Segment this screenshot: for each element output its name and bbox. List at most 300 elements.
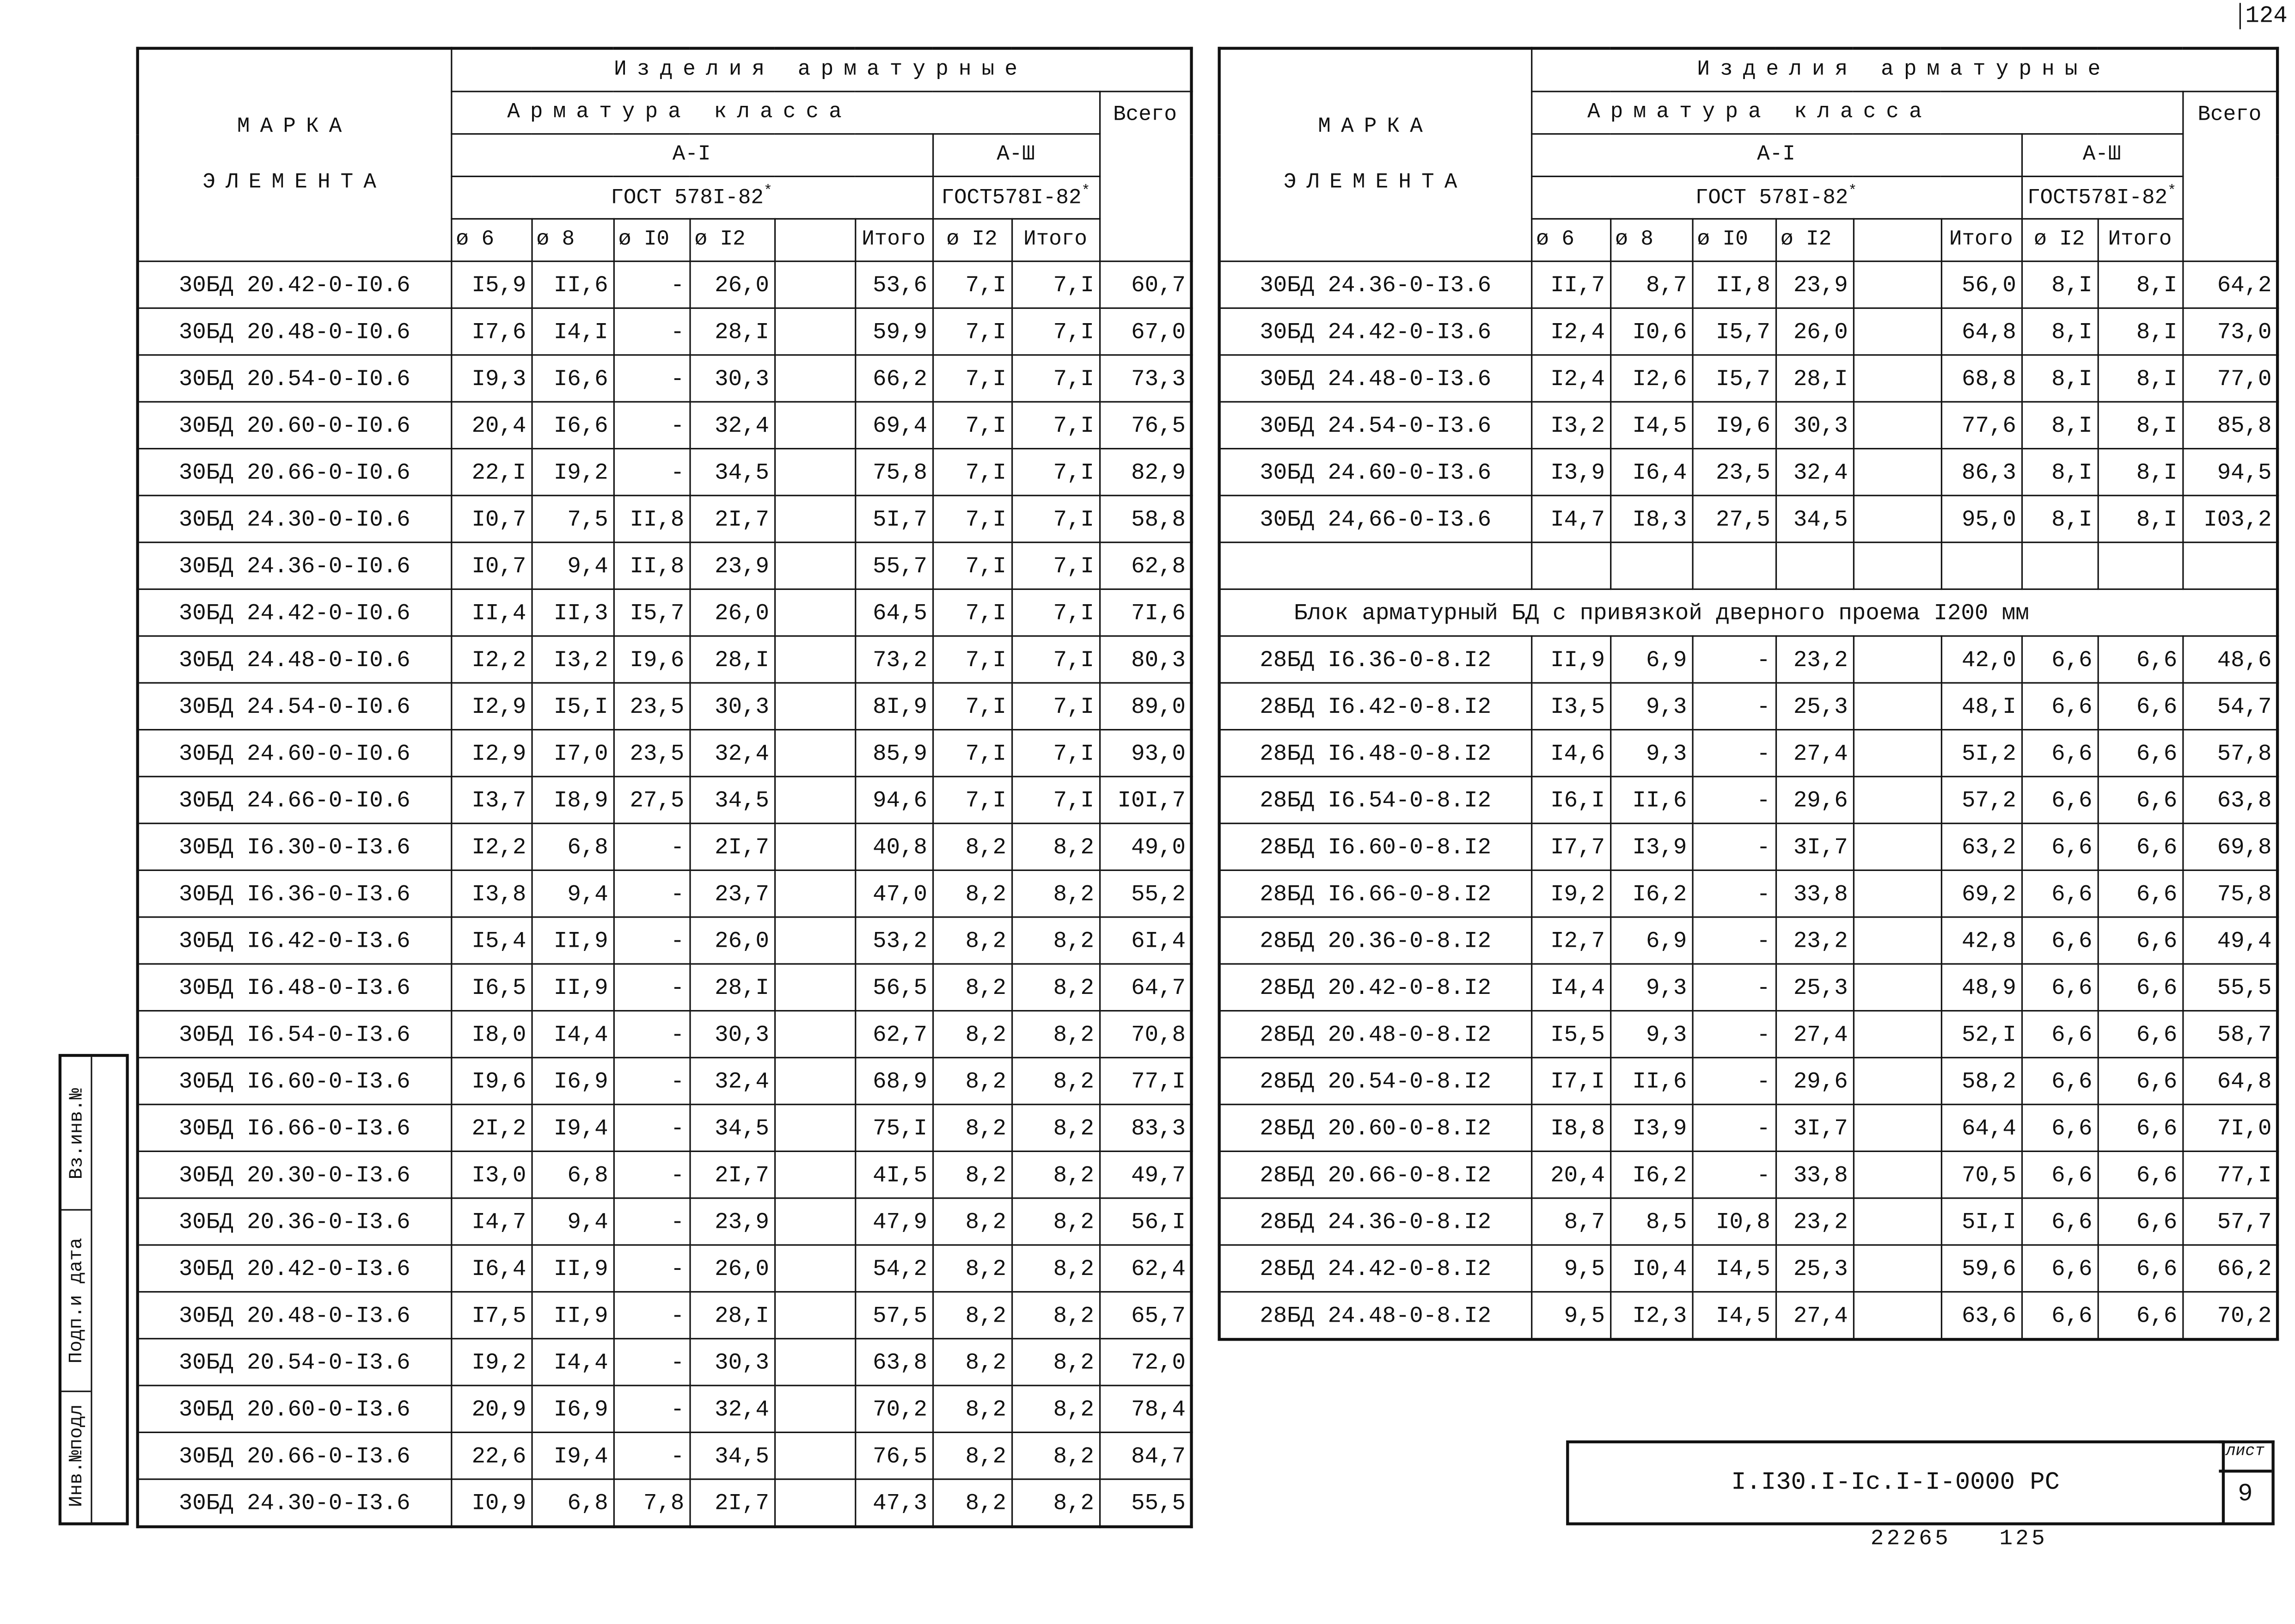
value-cell: I9,6	[1692, 402, 1775, 448]
value-cell: 68,8	[1941, 355, 2021, 402]
value-cell: II,4	[451, 589, 531, 636]
value-cell: 9,5	[1531, 1292, 1610, 1339]
value-cell: 77,0	[2182, 355, 2277, 402]
value-cell: 8,I	[2098, 355, 2183, 402]
value-cell	[774, 870, 855, 917]
value-cell: -	[613, 1245, 690, 1292]
value-cell	[774, 1058, 855, 1104]
element-mark: 30БД 20.60-0-I0.6	[138, 402, 451, 448]
value-cell: 5I,I	[1941, 1198, 2021, 1245]
value-cell: 9,4	[531, 542, 613, 589]
value-cell: 7,I	[1011, 589, 1099, 636]
products-header: Изделия арматурные	[451, 48, 1191, 91]
value-cell: -	[1692, 1011, 1775, 1057]
value-cell	[1853, 917, 1941, 964]
table-row	[138, 1151, 1192, 1198]
element-mark: 28БД 20.36-0-8.I2	[1219, 917, 1531, 964]
value-cell	[2182, 542, 2277, 589]
value-cell: 7,I	[932, 683, 1011, 729]
approval-stamp	[59, 1054, 129, 1526]
value-cell: 54,7	[2182, 683, 2277, 729]
value-cell: 6,6	[2098, 636, 2183, 683]
value-cell: 75,I	[855, 1104, 932, 1151]
value-cell: 6,6	[2098, 917, 2183, 964]
value-cell: 6,6	[2021, 636, 2098, 683]
element-mark: 28БД 20.66-0-8.I2	[1219, 1151, 1531, 1198]
element-mark: 30БД I6.36-0-I3.6	[138, 870, 451, 917]
value-cell: I7,7	[1531, 823, 1610, 870]
value-cell: -	[613, 1104, 690, 1151]
value-cell: 2I,2	[451, 1104, 531, 1151]
value-cell: 6,6	[2021, 683, 2098, 729]
value-cell: 73,2	[855, 636, 932, 683]
value-cell: 77,I	[1099, 1058, 1192, 1104]
value-cell: 32,4	[689, 730, 774, 777]
value-cell	[1853, 261, 1941, 308]
value-cell: I2,4	[1531, 355, 1610, 402]
value-cell: 30,3	[689, 1339, 774, 1385]
value-cell: 8,7	[1531, 1198, 1610, 1245]
value-cell: 70,2	[2182, 1292, 2277, 1339]
value-cell: 8,2	[932, 1479, 1011, 1527]
value-cell: I9,2	[531, 449, 613, 496]
value-cell: -	[1692, 636, 1775, 683]
value-cell: I6,2	[1610, 1151, 1692, 1198]
value-cell: 52,I	[1941, 1011, 2021, 1057]
value-cell: 8,2	[1011, 870, 1099, 917]
value-cell: 8,2	[1011, 1198, 1099, 1245]
value-cell: 2I,7	[689, 496, 774, 542]
class-a3-header: А-Ш	[2021, 134, 2182, 177]
value-cell: 8,I	[2021, 308, 2098, 355]
value-cell: 6,6	[2098, 730, 2183, 777]
value-cell	[774, 449, 855, 496]
value-cell: 82,9	[1099, 449, 1192, 496]
table-row	[1219, 449, 2277, 496]
element-mark: 30БД 20.66-0-I3.6	[138, 1432, 451, 1479]
table-row	[138, 636, 1192, 683]
value-cell: -	[613, 449, 690, 496]
value-cell: 32,4	[689, 1385, 774, 1432]
value-cell: 8,2	[1011, 917, 1099, 964]
value-cell: 8,2	[1011, 1058, 1099, 1104]
value-cell: 64,7	[1099, 964, 1192, 1011]
value-cell: 55,5	[1099, 1479, 1192, 1527]
table-row	[138, 1011, 1192, 1057]
value-cell	[1853, 777, 1941, 823]
value-cell: I9,6	[613, 636, 690, 683]
value-cell: I3,9	[1610, 823, 1692, 870]
table-row	[138, 308, 1192, 355]
value-cell: 94,6	[855, 777, 932, 823]
value-cell: 48,I	[1941, 683, 2021, 729]
mark-line-1: МАРКА	[1318, 116, 1433, 139]
gost-mark: *	[2167, 184, 2177, 201]
value-cell	[774, 1385, 855, 1432]
value-cell: 42,8	[1941, 917, 2021, 964]
element-mark: 30БД 24.42-0-I0.6	[138, 589, 451, 636]
value-cell: 25,3	[1775, 683, 1853, 729]
value-cell: II,7	[1531, 261, 1610, 308]
value-cell	[1531, 542, 1610, 589]
value-cell: I3,0	[451, 1151, 531, 1198]
element-mark: 30БД 24.30-0-I0.6	[138, 496, 451, 542]
right-rebar-table	[1218, 47, 2279, 1341]
value-cell: 7,I	[1011, 261, 1099, 308]
value-cell: I4,7	[1531, 496, 1610, 542]
element-mark: 30БД 20.42-0-I0.6	[138, 261, 451, 308]
value-cell: 7,I	[1011, 730, 1099, 777]
value-cell: 58,2	[1941, 1058, 2021, 1104]
column-header	[1853, 219, 1941, 261]
element-mark: 30БД I6.48-0-I3.6	[138, 964, 451, 1011]
value-cell: 27,4	[1775, 1011, 1853, 1057]
value-cell: 8,2	[932, 1432, 1011, 1479]
value-cell: 2I,7	[689, 1151, 774, 1198]
value-cell: 28,I	[689, 636, 774, 683]
value-cell: 7,I	[932, 777, 1011, 823]
element-mark: 28БД 24.48-0-8.I2	[1219, 1292, 1531, 1339]
gost-mark: *	[763, 184, 773, 201]
value-cell: 7,I	[1011, 449, 1099, 496]
value-cell: I9,4	[531, 1104, 613, 1151]
table-row	[138, 449, 1192, 496]
value-cell: 47,0	[855, 870, 932, 917]
value-cell: 22,6	[451, 1432, 531, 1479]
gost-a3-header: ГОСТ578I-82*	[2021, 177, 2182, 219]
value-cell: -	[613, 823, 690, 870]
value-cell: II,8	[613, 542, 690, 589]
value-cell: I0,4	[1610, 1245, 1692, 1292]
table-row	[138, 355, 1192, 402]
value-cell: 6,6	[2021, 1245, 2098, 1292]
value-cell: 56,0	[1941, 261, 2021, 308]
value-cell: 9,4	[531, 1198, 613, 1245]
value-cell	[1853, 683, 1941, 729]
table-row	[138, 1385, 1192, 1432]
element-mark: 30БД 20.54-0-I0.6	[138, 355, 451, 402]
value-cell: 57,5	[855, 1292, 932, 1338]
value-cell: 8,I	[2098, 496, 2183, 542]
page-number: 124	[2240, 3, 2288, 29]
rebar-class-header: Арматура класса	[451, 92, 1099, 134]
value-cell: 7,I	[932, 730, 1011, 777]
element-mark: 30БД 24.48-0-I3.6	[1219, 355, 1531, 402]
value-cell: 5I,7	[855, 496, 932, 542]
column-header: ø I0	[613, 219, 690, 261]
value-cell: I4,4	[1531, 964, 1610, 1011]
value-cell: 6,6	[2021, 777, 2098, 823]
value-cell: 40,8	[855, 823, 932, 870]
table-row	[1219, 542, 2277, 589]
value-cell: 6,6	[2098, 1058, 2183, 1104]
value-cell: 49,7	[1099, 1151, 1192, 1198]
value-cell: 33,8	[1775, 1151, 1853, 1198]
value-cell: II,9	[1531, 636, 1610, 683]
value-cell: 53,2	[855, 917, 932, 964]
archive-number: 22265 125	[1870, 1526, 2048, 1552]
table-row	[138, 870, 1192, 917]
value-cell: II,3	[531, 589, 613, 636]
value-cell: 3I,7	[1775, 823, 1853, 870]
gost-mark: *	[1848, 184, 1857, 201]
value-cell: 7,I	[932, 589, 1011, 636]
value-cell: 57,8	[2182, 730, 2277, 777]
value-cell: -	[1692, 730, 1775, 777]
value-cell: 7,I	[932, 261, 1011, 308]
value-cell: 53,6	[855, 261, 932, 308]
value-cell: 77,6	[1941, 402, 2021, 448]
value-cell: I9,4	[531, 1432, 613, 1479]
element-mark: 30БД 20.48-0-I3.6	[138, 1292, 451, 1338]
table-row	[1219, 1104, 2277, 1151]
value-cell: I4,5	[1610, 402, 1692, 448]
value-cell: 26,0	[689, 261, 774, 308]
value-cell: 65,7	[1099, 1292, 1192, 1338]
section-title: Блок арматурный БД с привязкой дверного проема I200 мм	[1219, 589, 2277, 636]
mark-line-1: МАРКА	[237, 116, 352, 139]
title-block	[1566, 1440, 2225, 1526]
value-cell: 7,8	[613, 1479, 690, 1527]
value-cell: I5,5	[1531, 1011, 1610, 1057]
value-cell: II,8	[1692, 261, 1775, 308]
element-mark: 28БД 24.42-0-8.I2	[1219, 1245, 1531, 1292]
value-cell: I8,0	[451, 1011, 531, 1057]
value-cell: 8,2	[1011, 1011, 1099, 1057]
value-cell	[1853, 1151, 1941, 1198]
table-row	[138, 1104, 1192, 1151]
value-cell: I0,9	[451, 1479, 531, 1527]
value-cell: 55,7	[855, 542, 932, 589]
value-cell	[1853, 636, 1941, 683]
value-cell: 26,0	[689, 589, 774, 636]
value-cell: I3,5	[1531, 683, 1610, 729]
value-cell: 20,9	[451, 1385, 531, 1432]
value-cell: I4,I	[531, 308, 613, 355]
value-cell: 64,2	[2182, 261, 2277, 308]
table-row	[1219, 308, 2277, 355]
value-cell: 29,6	[1775, 777, 1853, 823]
value-cell: 6,6	[2021, 1151, 2098, 1198]
value-cell: 22,I	[451, 449, 531, 496]
value-cell: 85,8	[2182, 402, 2277, 448]
value-cell: -	[613, 402, 690, 448]
value-cell: I5,I	[531, 683, 613, 729]
value-cell: 9,3	[1610, 683, 1692, 729]
value-cell: 89,0	[1099, 683, 1192, 729]
value-cell: 4I,5	[855, 1151, 932, 1198]
value-cell: 58,7	[2182, 1011, 2277, 1057]
document-code: I.I30.I-Ic.I-I-0000 PC	[1731, 1469, 2060, 1497]
value-cell: 69,8	[2182, 823, 2277, 870]
value-cell: 59,6	[1941, 1245, 2021, 1292]
value-cell: 25,3	[1775, 964, 1853, 1011]
value-cell: 8,2	[1011, 1104, 1099, 1151]
value-cell	[2021, 542, 2098, 589]
value-cell: I6,2	[1610, 870, 1692, 917]
value-cell	[774, 496, 855, 542]
value-cell: 28,I	[1775, 355, 1853, 402]
stamp-field-replacement-inv: Вз.инв.№	[65, 1087, 87, 1179]
value-cell: 9,5	[1531, 1245, 1610, 1292]
value-cell: 85,9	[855, 730, 932, 777]
class-a1-header: А-I	[451, 134, 932, 177]
table-row	[138, 1198, 1192, 1245]
value-cell: 8,I	[2021, 496, 2098, 542]
value-cell: 6,6	[2021, 1058, 2098, 1104]
value-cell: 23,7	[689, 870, 774, 917]
value-cell: I9,2	[451, 1339, 531, 1385]
value-cell: 8,2	[932, 1011, 1011, 1057]
value-cell: 32,4	[1775, 449, 1853, 496]
value-cell: I8,8	[1531, 1104, 1610, 1151]
column-header	[774, 219, 855, 261]
class-a1-header: А-I	[1531, 134, 2021, 177]
value-cell: II,6	[531, 261, 613, 308]
value-cell: -	[613, 1058, 690, 1104]
value-cell: 6,6	[2021, 1198, 2098, 1245]
value-cell: 28,I	[689, 308, 774, 355]
value-cell: I4,4	[531, 1011, 613, 1057]
value-cell	[774, 589, 855, 636]
value-cell	[774, 402, 855, 448]
value-cell: II,9	[531, 1245, 613, 1292]
table-row	[1219, 1292, 2277, 1339]
value-cell: I3,8	[451, 870, 531, 917]
sheet-box	[2219, 1440, 2274, 1526]
value-cell: I3,9	[1531, 449, 1610, 496]
value-cell: 6,6	[2021, 964, 2098, 1011]
class-a3-header: А-Ш	[932, 134, 1099, 177]
value-cell: 6,6	[2098, 1151, 2183, 1198]
element-mark: 30БД 20.60-0-I3.6	[138, 1385, 451, 1432]
value-cell: I6,5	[451, 964, 531, 1011]
value-cell: 63,8	[855, 1339, 932, 1385]
value-cell: -	[1692, 1104, 1775, 1151]
column-header: Итого	[1941, 219, 2021, 261]
gost-a1-header: ГОСТ 578I-82*	[1531, 177, 2021, 219]
value-cell: I5,7	[613, 589, 690, 636]
value-cell	[1610, 542, 1692, 589]
value-cell: I0,6	[1610, 308, 1692, 355]
value-cell: 7I,0	[2182, 1104, 2277, 1151]
value-cell: 6,6	[2021, 823, 2098, 870]
column-header: ø I2	[689, 219, 774, 261]
mark-line-2: ЭЛЕМЕНТА	[202, 171, 387, 195]
value-cell: 8,2	[932, 1104, 1011, 1151]
table-row	[1219, 1198, 2277, 1245]
column-header: Итого	[1011, 219, 1099, 261]
value-cell: 8,2	[932, 1385, 1011, 1432]
value-cell: -	[1692, 777, 1775, 823]
table-row	[138, 1245, 1192, 1292]
value-cell: I4,5	[1692, 1292, 1775, 1339]
value-cell: I2,7	[1531, 917, 1610, 964]
value-cell: I0,7	[451, 542, 531, 589]
value-cell: 29,6	[1775, 1058, 1853, 1104]
value-cell: I2,9	[451, 730, 531, 777]
table-row	[138, 496, 1192, 542]
section-row	[1219, 589, 2277, 636]
value-cell: 8,2	[1011, 964, 1099, 1011]
element-mark: 28БД 20.42-0-8.I2	[1219, 964, 1531, 1011]
value-cell: 23,5	[613, 683, 690, 729]
value-cell: I9,3	[451, 355, 531, 402]
value-cell: 9,3	[1610, 1011, 1692, 1057]
value-cell: I7,6	[451, 308, 531, 355]
value-cell: 6,6	[2021, 870, 2098, 917]
value-cell: 8,5	[1610, 1198, 1692, 1245]
value-cell	[774, 1011, 855, 1057]
left-rebar-table	[136, 47, 1193, 1528]
value-cell: 23,9	[1775, 261, 1853, 308]
value-cell: 93,0	[1099, 730, 1192, 777]
element-mark: 30БД I6.30-0-I3.6	[138, 823, 451, 870]
table-row	[1219, 261, 2277, 308]
value-cell	[1853, 1058, 1941, 1104]
mark-line-2: ЭЛЕМЕНТА	[1283, 171, 1468, 195]
value-cell: -	[1692, 683, 1775, 729]
value-cell: I5,4	[451, 917, 531, 964]
table-row	[1219, 917, 2277, 964]
value-cell	[774, 1292, 855, 1338]
element-mark: 28БД I6.48-0-8.I2	[1219, 730, 1531, 777]
value-cell: 70,2	[855, 1385, 932, 1432]
element-mark: 30БД 24.42-0-I3.6	[1219, 308, 1531, 355]
sheet-number: 9	[2238, 1481, 2253, 1509]
value-cell: 66,2	[2182, 1245, 2277, 1292]
value-cell: 55,2	[1099, 870, 1192, 917]
value-cell	[774, 1151, 855, 1198]
value-cell: 8,2	[1011, 1292, 1099, 1338]
value-cell: I6,9	[531, 1058, 613, 1104]
value-cell: 23,9	[689, 542, 774, 589]
value-cell	[1853, 870, 1941, 917]
value-cell: II,9	[531, 964, 613, 1011]
value-cell	[774, 1104, 855, 1151]
value-cell	[1853, 496, 1941, 542]
value-cell: 70,8	[1099, 1011, 1192, 1057]
value-cell: 9,3	[1610, 730, 1692, 777]
value-cell: I3,7	[451, 777, 531, 823]
value-cell: 8,2	[932, 964, 1011, 1011]
table-row	[1219, 823, 2277, 870]
value-cell	[774, 355, 855, 402]
value-cell: I4,6	[1531, 730, 1610, 777]
value-cell: 6,6	[2098, 1104, 2183, 1151]
value-cell: 80,3	[1099, 636, 1192, 683]
gost-a1-header: ГОСТ 578I-82*	[451, 177, 932, 219]
column-header: ø 8	[531, 219, 613, 261]
column-header: Итого	[2098, 219, 2183, 261]
column-header: ø 6	[451, 219, 531, 261]
value-cell: 27,5	[1692, 496, 1775, 542]
value-cell: 49,0	[1099, 823, 1192, 870]
value-cell: 32,4	[689, 402, 774, 448]
value-cell: 8,2	[932, 1198, 1011, 1245]
value-cell: 8,2	[932, 1245, 1011, 1292]
value-cell: 34,5	[1775, 496, 1853, 542]
value-cell: 23,9	[689, 1198, 774, 1245]
value-cell	[774, 1198, 855, 1245]
value-cell: 64,8	[1941, 308, 2021, 355]
value-cell: I4,5	[1692, 1245, 1775, 1292]
table-row	[1219, 1151, 2277, 1198]
value-cell: 58,8	[1099, 496, 1192, 542]
element-mark: 30БД 24.54-0-I0.6	[138, 683, 451, 729]
value-cell: 30,3	[689, 1011, 774, 1057]
element-mark: 30БД I6.66-0-I3.6	[138, 1104, 451, 1151]
